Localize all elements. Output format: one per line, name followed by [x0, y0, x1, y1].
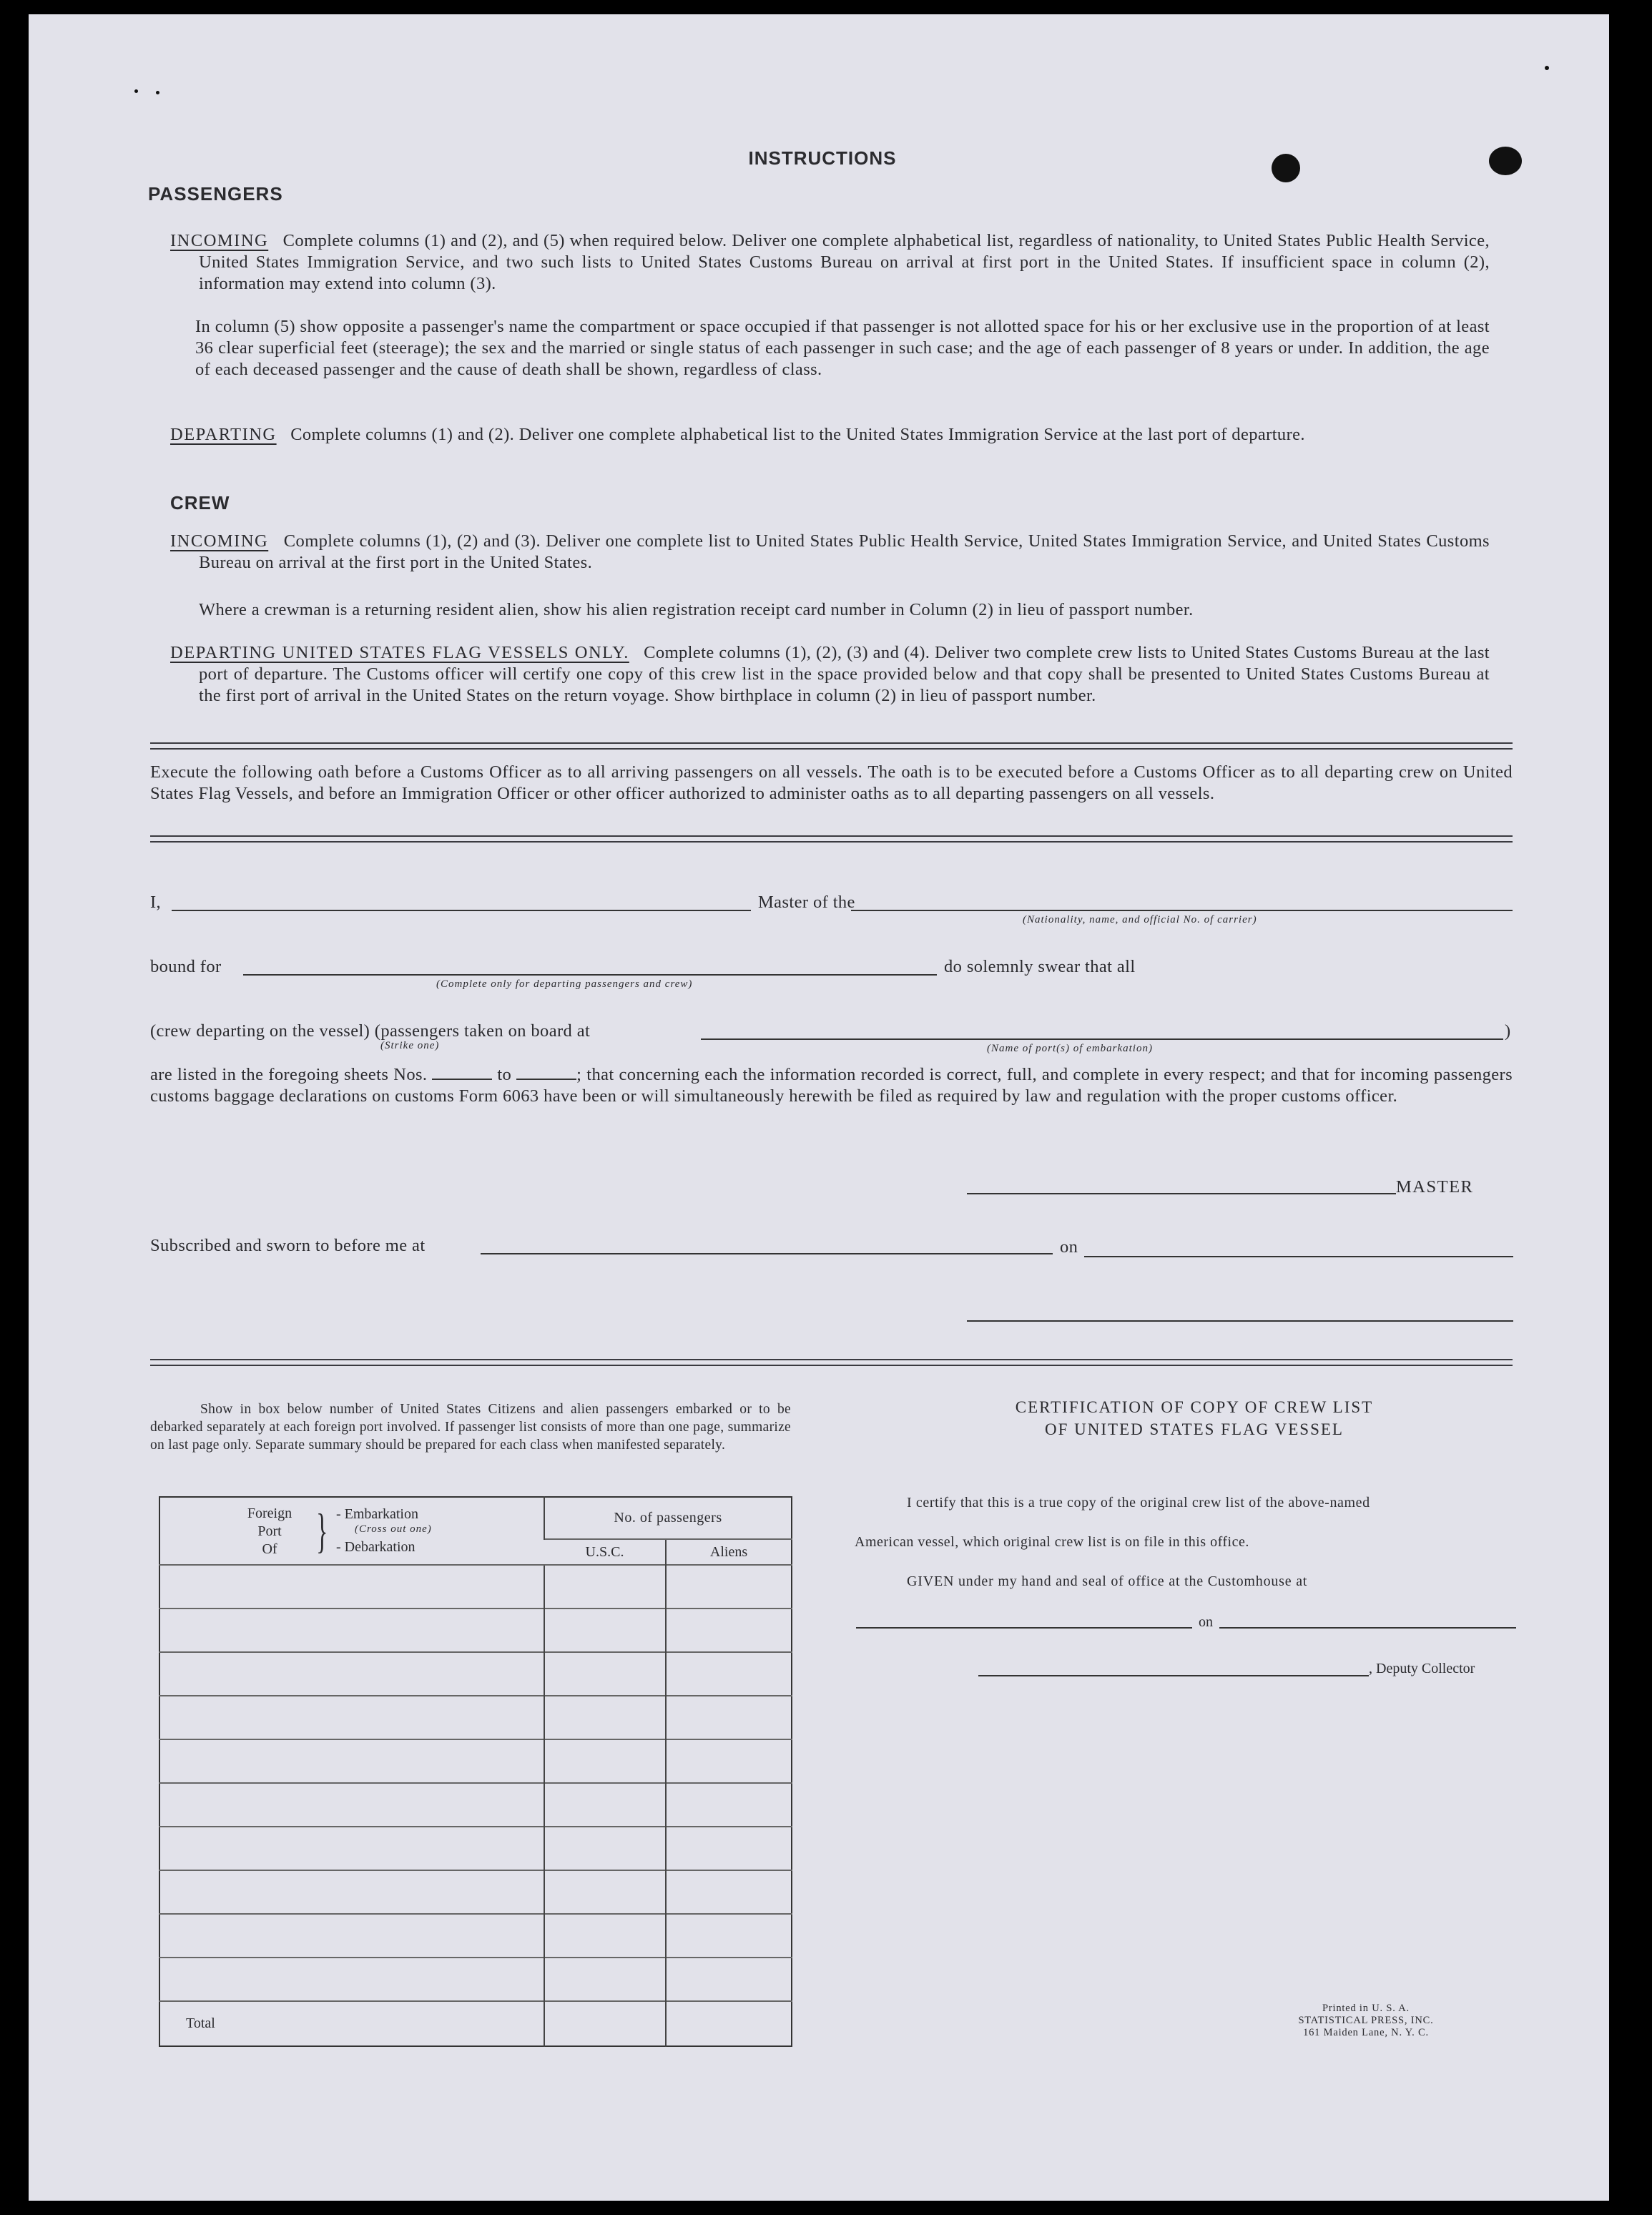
master-name-field[interactable] — [172, 910, 751, 911]
printer-line3: 161 Maiden Lane, N. Y. C. — [1303, 2027, 1429, 2038]
crew-passengers-label: (crew departing on the vessel) (passengers taken on board at — [150, 1021, 591, 1041]
oath-i-label: I, — [150, 893, 162, 912]
certify-line1: I certify that this is a true copy of the original crew list of the above-named — [907, 1495, 1370, 1511]
passengers-departing-text: Complete columns (1) and (2). Deliver one complete alphabetical list to the United States Immigration Service at the last port of departure. — [290, 425, 1305, 444]
aliens-cell[interactable] — [666, 1870, 792, 1914]
sworn-on-label: on — [1060, 1237, 1078, 1257]
master-of-the-label: Master of the — [758, 893, 855, 912]
carrier-field[interactable] — [851, 910, 1513, 911]
printer-line2: STATISTICAL PRESS, INC. — [1298, 2015, 1434, 2026]
listed-prefix: are listed in the foregoing sheets Nos. — [150, 1065, 428, 1084]
foreign-port-header — [159, 1497, 544, 1565]
passengers-heading: PASSENGERS — [148, 183, 283, 205]
master-label: MASTER — [1396, 1177, 1474, 1197]
bound-for-label: bound for — [150, 957, 222, 976]
crew-incoming-paragraph — [170, 531, 1490, 574]
aliens-total-cell[interactable] — [666, 2001, 792, 2046]
usc-cell[interactable] — [544, 1696, 666, 1739]
listed-to: to — [497, 1065, 512, 1084]
subscribed-label: Subscribed and sworn to before me at — [150, 1236, 426, 1255]
port-cell[interactable] — [159, 1565, 544, 1609]
crew-departing-text: Complete columns (1), (2), (3) and (4). Deliver two complete crew lists to United States Customs Bureau at the last port of departure. The Customs officer will certify one copy of this crew list in the space provided below and that copy shall be presented to United States Customs Bureau at the first port of arrival in the United States on the return voyage. Show birthplace in column (2) in lieu of passport number. — [199, 643, 1490, 705]
listed-paragraph — [150, 1064, 1513, 1107]
sheet-to-field[interactable] — [516, 1066, 576, 1080]
port-caption: (Name of port(s) of embarkation) — [987, 1043, 1153, 1054]
speck-mark — [134, 89, 138, 93]
given-line: GIVEN under my hand and seal of office at the Customhouse at — [907, 1573, 1308, 1589]
section-divider — [150, 1359, 1513, 1366]
debarkation-label: - Debarkation — [336, 1539, 416, 1555]
port-label: Port — [257, 1523, 282, 1539]
passengers-departing-paragraph — [170, 424, 1490, 446]
passengers-incoming-label: INCOMING — [170, 231, 269, 250]
port-cell[interactable] — [159, 1914, 544, 1958]
certification-title — [872, 1396, 1516, 1440]
certify-line2: American vessel, which original crew list is on file in this office. — [855, 1534, 1249, 1550]
usc-header: U.S.C. — [544, 1539, 666, 1566]
aliens-cell[interactable] — [666, 1739, 792, 1783]
crew-departing-label: DEPARTING UNITED STATES FLAG VESSELS ONLY. — [170, 643, 629, 662]
port-cell[interactable] — [159, 1609, 544, 1652]
foreign-label: Foreign — [247, 1506, 292, 1521]
usc-cell[interactable] — [544, 1783, 666, 1827]
crew-heading: CREW — [170, 492, 230, 514]
summary-instructions: Show in box below number of United States Citizens and alien passengers embarked or to be debarked separately at each foreign port involved. If passenger list consists of more than one page, summarize on last page only. Separate summary should be prepared for each class when manifested separately. — [150, 1402, 791, 1453]
form-sheet — [29, 14, 1609, 2201]
printer-imprint — [1273, 2003, 1459, 2039]
port-cell[interactable] — [159, 1739, 544, 1783]
passengers-column5-paragraph: In column (5) show opposite a passenger's name the compartment or space occupied if that passenger is not allotted space for his or her exclusive use in the proportion of at least 36 clear superficial feet (steerage); the sex and the married or single status of each passenger in such case; and the age of each passenger of 8 years or under. In addition, the age of each deceased passenger and the cause of death shall be shown, regardless of class. — [195, 317, 1490, 379]
deputy-collector-label: , Deputy Collector — [1369, 1661, 1475, 1676]
oath-intro-paragraph: Execute the following oath before a Customs Officer as to all arriving passengers on all vessels. The oath is to be executed before a Customs Officer as to all departing crew on United States Flag Vessels, and before an Immigration Officer or other officer authorized to administer oaths as to all departing passengers on all vessels. — [150, 762, 1513, 803]
carrier-caption: (Nationality, name, and official No. of carrier) — [1023, 914, 1257, 925]
crew-returning-paragraph: Where a crewman is a returning resident alien, show his alien registration receipt card number in Column (2) in lieu of passport number. — [199, 600, 1194, 619]
strike-one-caption: (Strike one) — [380, 1040, 440, 1051]
port-cell[interactable] — [159, 1696, 544, 1739]
usc-cell[interactable] — [544, 1565, 666, 1609]
usc-cell[interactable] — [544, 1739, 666, 1783]
sworn-place-field[interactable] — [481, 1253, 1053, 1254]
port-cell[interactable] — [159, 1958, 544, 2001]
master-signature-field[interactable] — [967, 1193, 1396, 1194]
solemnly-swear-label: do solemnly swear that all — [944, 957, 1136, 976]
bound-for-caption: (Complete only for departing passengers and crew) — [436, 978, 693, 990]
crew-departing-paragraph — [170, 642, 1490, 707]
usc-cell[interactable] — [544, 1914, 666, 1958]
passengers-incoming-text: Complete columns (1) and (2), and (5) when required below. Deliver one complete alphabetical list, regardless of nationality, to United States Public Health Service, United States Immigration Service, and two such lists to United States Customs Bureau on arrival at first port in the United States. If insufficient space in column (2), information may extend into column (3). — [199, 231, 1490, 293]
instructions-title: INSTRUCTIONS — [748, 147, 897, 169]
speck-mark — [156, 91, 159, 94]
close-paren: ) — [1505, 1021, 1511, 1041]
section-divider — [150, 742, 1513, 750]
certification-on-label: on — [1199, 1614, 1213, 1630]
aliens-cell[interactable] — [666, 1652, 792, 1696]
aliens-cell[interactable] — [666, 1696, 792, 1739]
listed-rest: ; that concerning each the information recorded is correct, full, and complete in every respect; and that for incoming passengers customs baggage declarations on customs Form 6063 have been or will simultaneously herewith be filed as required by law and regulation with the proper customs officer. — [150, 1065, 1513, 1106]
usc-cell[interactable] — [544, 1609, 666, 1652]
port-of-embarkation-field[interactable] — [701, 1038, 1503, 1040]
certification-date-field[interactable] — [1219, 1627, 1516, 1629]
crew-incoming-text: Complete columns (1), (2) and (3). Deliver one complete list to United States Public Health Service, United States Immigration Service, and United States Customs Bureau on arrival at the first port in the United States. — [199, 531, 1490, 572]
usc-cell[interactable] — [544, 1652, 666, 1696]
officer-signature-field[interactable] — [967, 1320, 1513, 1322]
punch-hole-mark — [1489, 147, 1522, 175]
aliens-cell[interactable] — [666, 1783, 792, 1827]
passengers-incoming-paragraph — [170, 230, 1490, 295]
aliens-cell[interactable] — [666, 1914, 792, 1958]
aliens-cell[interactable] — [666, 1565, 792, 1609]
certification-title-line1: CERTIFICATION OF COPY OF CREW LIST — [1015, 1398, 1374, 1416]
passengers-departing-label: DEPARTING — [170, 425, 277, 444]
aliens-cell[interactable] — [666, 1827, 792, 1870]
sheet-from-field[interactable] — [432, 1066, 492, 1080]
usc-cell[interactable] — [544, 1870, 666, 1914]
usc-total-cell[interactable] — [544, 2001, 666, 2046]
speck-mark — [1545, 66, 1549, 70]
port-cell[interactable] — [159, 1870, 544, 1914]
section-divider — [150, 835, 1513, 843]
deputy-collector-signature-field[interactable] — [978, 1675, 1369, 1676]
usc-cell[interactable] — [544, 1958, 666, 2001]
aliens-cell[interactable] — [666, 1609, 792, 1652]
certification-title-line2: OF UNITED STATES FLAG VESSEL — [1045, 1420, 1344, 1438]
aliens-header: Aliens — [666, 1539, 792, 1566]
port-cell[interactable] — [159, 1783, 544, 1827]
customhouse-field[interactable] — [856, 1627, 1192, 1629]
total-text: Total — [186, 2015, 215, 2031]
aliens-cell[interactable] — [666, 1958, 792, 2001]
punch-hole-mark — [1272, 154, 1300, 182]
passenger-summary-table — [159, 1496, 792, 2047]
bound-for-field[interactable] — [243, 974, 937, 976]
cross-out-caption: (Cross out one) — [355, 1523, 432, 1535]
of-label: Of — [262, 1541, 277, 1557]
crew-incoming-label: INCOMING — [170, 531, 269, 551]
port-cell[interactable] — [159, 1827, 544, 1870]
port-cell[interactable] — [159, 1652, 544, 1696]
total-label — [159, 2001, 544, 2046]
embarkation-label: - Embarkation — [336, 1506, 418, 1522]
sworn-date-field[interactable] — [1084, 1256, 1513, 1257]
printer-line1: Printed in U. S. A. — [1322, 2003, 1410, 2014]
brace-mark: } — [316, 1503, 328, 1558]
usc-cell[interactable] — [544, 1827, 666, 1870]
no-of-passengers-header: No. of passengers — [544, 1497, 792, 1539]
